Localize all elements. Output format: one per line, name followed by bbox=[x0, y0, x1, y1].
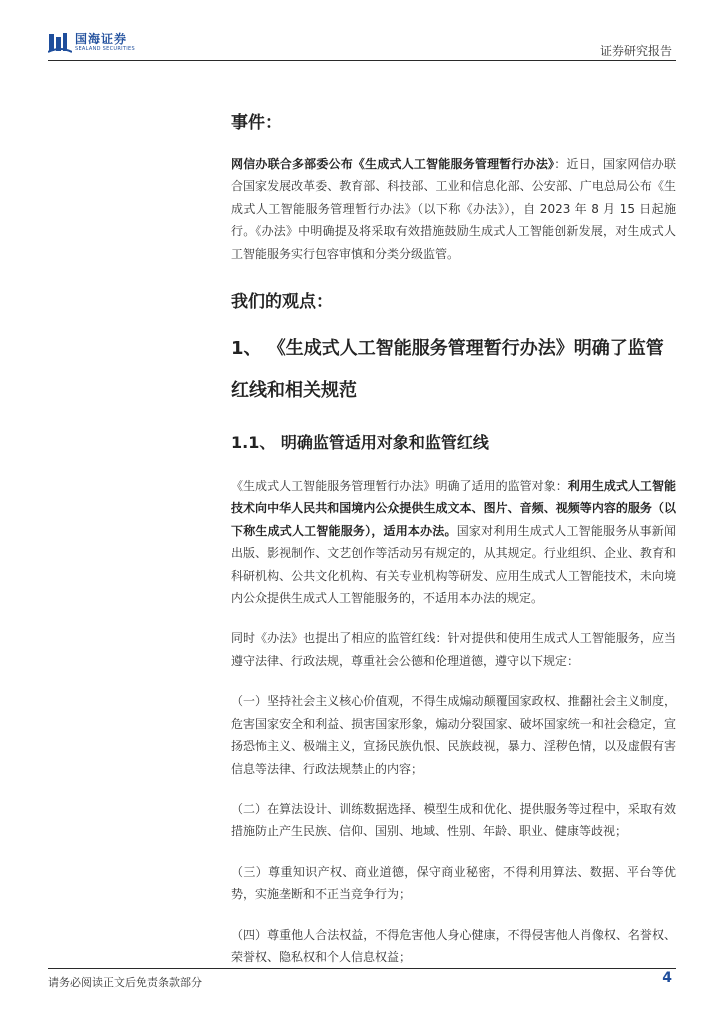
sealand-logo-icon bbox=[48, 32, 72, 54]
section-1-1-title: 1.1、 明确监管适用对象和监管红线 bbox=[231, 433, 489, 453]
section-1-title: 1、 《生成式人工智能服务管理暂行办法》明确了监管红线和相关规范 bbox=[231, 338, 664, 402]
rule-item-2: （二）在算法设计、训练数据选择、模型生成和优化、提供服务等过程中，采取有效措施防止产生民族、信仰、国别、地域、性别、年龄、职业、健康等歧视； bbox=[231, 801, 676, 839]
rule-item-4: （四）尊重他人合法权益，不得危害他人身心健康，不得侵害他人肖像权、名誉权、荣誉权、隐私权和个人信息权益； bbox=[231, 927, 676, 964]
event-paragraph bbox=[231, 153, 676, 265]
rule-item-1: （一）坚持社会主义核心价值观，不得生成煽动颠覆国家政权、推翻社会主义制度，危害国家安全和利益、损害国家形象，煽动分裂国家、破坏国家统一和社会稳定，宣扬恐怖主义、极端主义，宣扬民族仇恨、民族歧视，暴力、淫秽色情，以及虚假有害信息等法律、行政法规禁止的内容； bbox=[231, 694, 676, 776]
event-body: ：近日，国家网信办联合国家发展改革委、教育部、科技部、工业和信息化部、公安部、广电总局公布《生成式人工智能服务管理暂行办法》（以下称《办法》），自 2023 年 8 月 15 日起施行。《办法》中明确提及将采取有效措施鼓励生成式人工智能创新发展，对生成式人工智能服务实行包容审慎和分类分级监管。 bbox=[231, 157, 676, 261]
company-logo bbox=[48, 32, 135, 56]
event-lead: 网信办联合多部委公布《生成式人工智能服务管理暂行办法》 bbox=[231, 157, 555, 171]
scope-rest: 国家对利用生成式人工智能服务从事新闻出版、影视制作、文艺创作等活动另有规定的，从其规定。行业组织、企业、教育和科研机构、公共文化机构、有关专业机构等研发、应用生成式人工智能技术，未向境内公众提供生成式人工智能服务的，不适用本办法的规定。 bbox=[231, 523, 676, 606]
footer-divider bbox=[48, 968, 676, 969]
event-heading: 事件： bbox=[231, 113, 282, 133]
views-heading: 我们的观点： bbox=[231, 292, 333, 313]
logo-chinese-name: 国海证券 bbox=[75, 32, 128, 46]
footer-disclaimer: 请务必阅读正文后免责条款部分 bbox=[48, 976, 202, 989]
scope-paragraph bbox=[231, 475, 676, 609]
page-header bbox=[48, 26, 676, 61]
main-content bbox=[231, 104, 676, 968]
scope-bold: 利用生成式人工智能技术向中华人民共和国境内公众提供生成文本、图片、音频、视频等内容的服务（以下称生成式人工智能服务），适用本办法。 bbox=[231, 479, 676, 538]
report-type-label: 证券研究报告 bbox=[599, 44, 672, 58]
rule-item-3: （三）尊重知识产权、商业道德，保守商业秘密，不得利用算法、数据、平台等优势，实施垄断和不正当竞争行为； bbox=[231, 864, 676, 902]
logo-english-name: SEALAND SECURITIES bbox=[75, 46, 135, 52]
redline-paragraph: 同时《办法》也提出了相应的监管红线：针对提供和使用生成式人工智能服务，应当遵守法律、行政法规，尊重社会公德和伦理道德，遵守以下规定： bbox=[231, 631, 676, 668]
scope-intro: 《生成式人工智能服务管理暂行办法》明确了适用的监管对象： bbox=[231, 479, 568, 494]
page-number: 4 bbox=[662, 970, 672, 986]
